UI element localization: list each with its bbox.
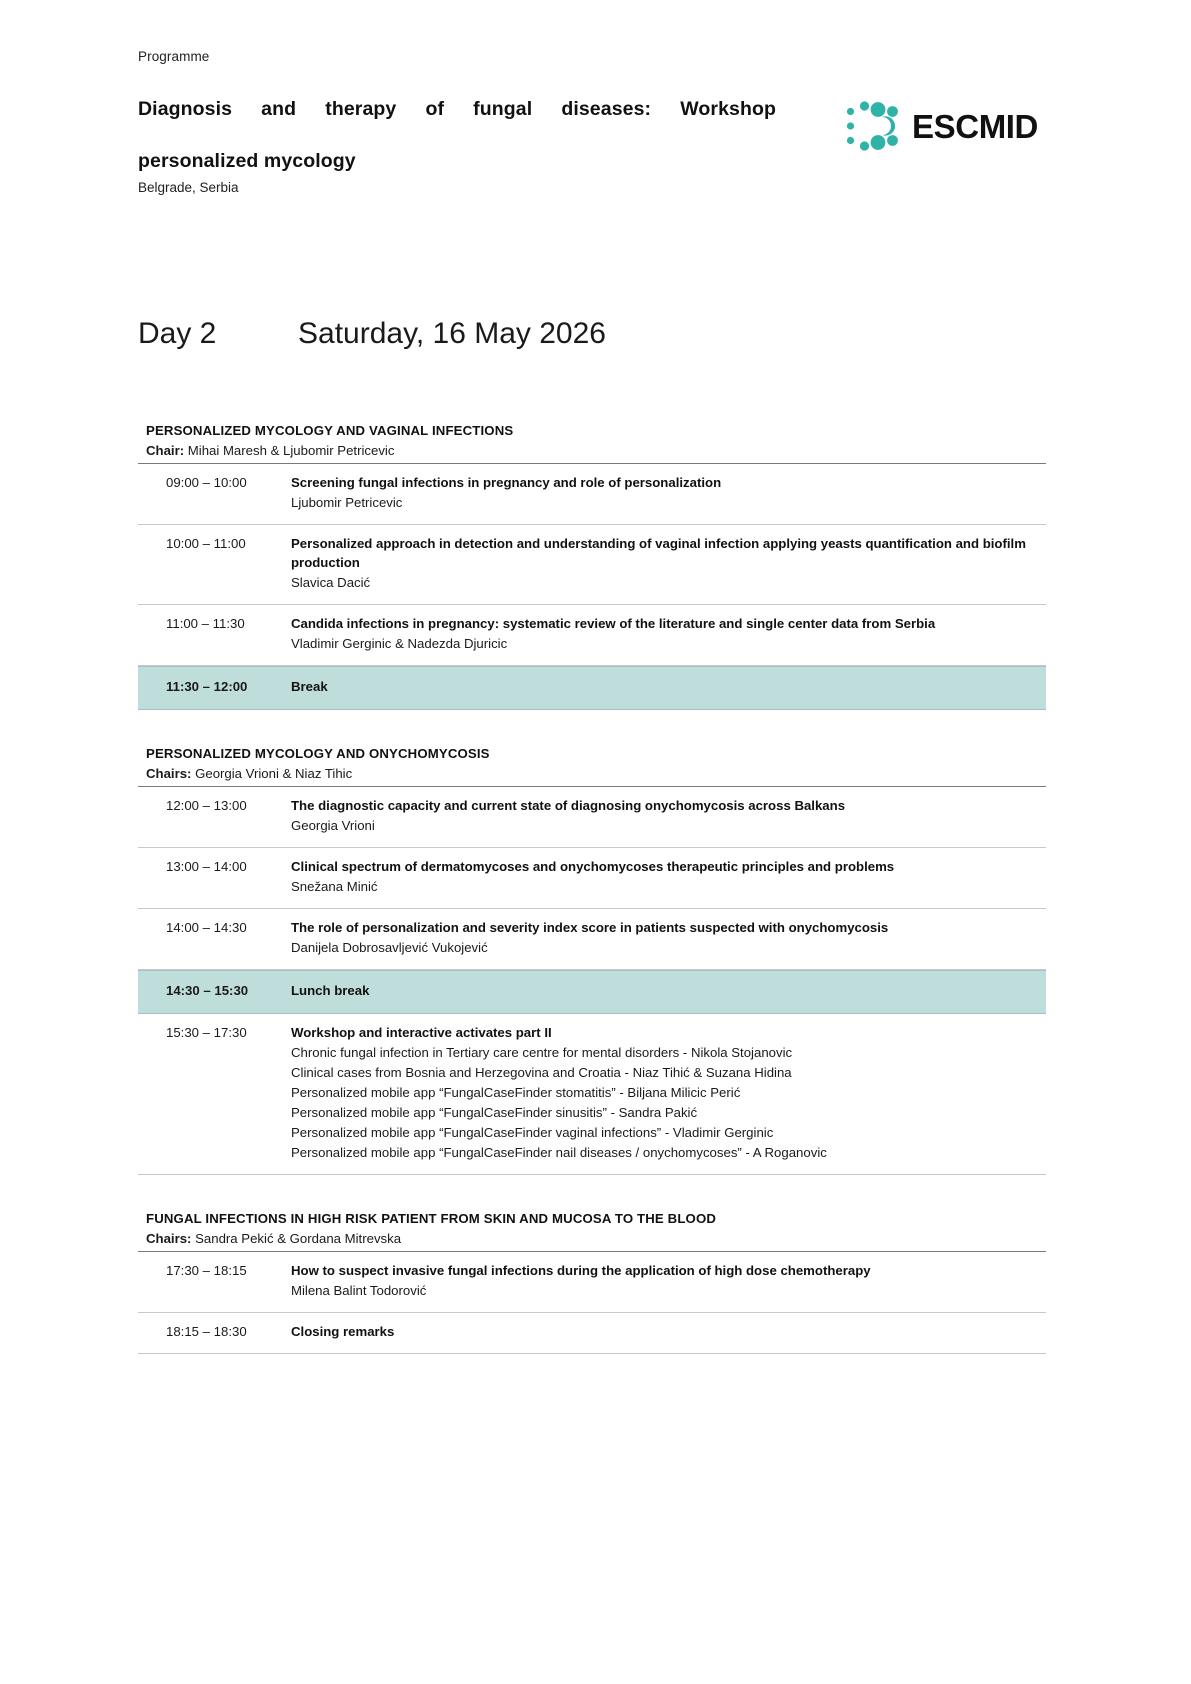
session-row — [138, 605, 1046, 666]
session-chair-label: Chair: — [146, 443, 185, 458]
page-title-line-1: Diagnosis and therapy of fungal diseases: Workshop — [138, 98, 776, 120]
row-time: 12:00 – 13:00 — [166, 798, 247, 813]
row-time: 13:00 – 14:00 — [166, 859, 247, 874]
row-body — [266, 1023, 1046, 1163]
session-row — [138, 909, 1046, 970]
row-body — [266, 534, 1046, 593]
row-speaker: Milena Balint Todorović — [291, 1283, 427, 1298]
session-chair-label: Chairs: — [146, 1231, 192, 1246]
break-row — [138, 970, 1046, 1014]
row-title: The role of personalization and severity index score in patients suspected with onychomycosis — [291, 920, 889, 935]
schedule — [138, 421, 1046, 1354]
row-title: Workshop and interactive activates part II — [291, 1025, 552, 1040]
session-title: FUNGAL INFECTIONS IN HIGH RISK PATIENT FROM SKIN AND MUCOSA TO THE BLOOD — [146, 1211, 717, 1226]
session-chair-names: Mihai Maresh & Ljubomir Petricevic — [184, 443, 395, 458]
session-chair-names: Georgia Vrioni & Niaz Tihic — [191, 766, 353, 781]
session-row — [138, 848, 1046, 909]
row-time: 11:30 – 12:00 — [166, 679, 248, 694]
session-rows — [138, 463, 1046, 710]
row-sublist — [291, 1043, 1042, 1163]
row-body — [266, 981, 1046, 1000]
list-item: Personalized mobile app “FungalCaseFinder sinusitis” - Sandra Pakić — [291, 1105, 698, 1120]
section-gap — [138, 1175, 1046, 1209]
session-row — [138, 1014, 1046, 1175]
day-heading — [138, 315, 1046, 353]
row-title: Personalized approach in detection and understanding of vaginal infection applying yeasts quantification and biofilm production — [291, 536, 1026, 570]
session-header — [138, 744, 1046, 786]
session-row — [138, 787, 1046, 848]
list-item: Clinical cases from Bosnia and Herzegovina and Croatia - Niaz Tihić & Suzana Hidina — [291, 1065, 792, 1080]
row-title: Break — [291, 679, 328, 694]
row-body — [266, 677, 1046, 696]
row-speaker: Snežana Minić — [291, 879, 378, 894]
session-chairs — [146, 1229, 1046, 1249]
page-subtitle: Belgrade, Serbia — [138, 180, 239, 195]
page-title — [138, 96, 776, 174]
row-speaker: Slavica Dacić — [291, 575, 371, 590]
row-time: 14:00 – 14:30 — [166, 920, 247, 935]
row-time: 17:30 – 18:15 — [166, 1263, 247, 1278]
document-kicker: Programme — [138, 49, 210, 64]
row-time: 11:00 – 11:30 — [166, 616, 245, 631]
row-speaker: Ljubomir Petricevic — [291, 495, 403, 510]
list-item: Personalized mobile app “FungalCaseFinder nail diseases / onychomycoses” - A Roganovic — [291, 1145, 827, 1160]
row-body — [266, 473, 1046, 513]
session-header — [138, 421, 1046, 463]
session-row — [138, 525, 1046, 605]
row-speaker: Danijela Dobrosavljević Vukojević — [291, 940, 488, 955]
session-title: PERSONALIZED MYCOLOGY AND VAGINAL INFECTIONS — [146, 423, 514, 438]
session-block — [138, 421, 1046, 710]
row-title: Closing remarks — [291, 1324, 395, 1339]
row-body — [266, 1261, 1046, 1301]
session-rows — [138, 1251, 1046, 1354]
document-header — [138, 96, 1046, 197]
row-body — [266, 918, 1046, 958]
section-gap — [138, 710, 1046, 744]
escmid-wordmark: ESCMID — [912, 107, 1038, 145]
session-title: PERSONALIZED MYCOLOGY AND ONYCHOMYCOSIS — [146, 746, 490, 761]
row-body — [266, 857, 1046, 897]
session-row — [138, 1252, 1046, 1313]
break-row — [138, 666, 1046, 710]
list-item: Personalized mobile app “FungalCaseFinder stomatitis” - Biljana Milicic Perić — [291, 1085, 741, 1100]
day-date: Saturday, 16 May 2026 — [298, 317, 606, 350]
row-speaker: Vladimir Gerginic & Nadezda Djuricic — [291, 636, 508, 651]
session-row — [138, 1313, 1046, 1354]
row-body — [266, 796, 1046, 836]
session-row — [138, 464, 1046, 525]
session-chair-label: Chairs: — [146, 766, 192, 781]
row-time: 14:30 – 15:30 — [166, 983, 249, 998]
row-title: How to suspect invasive fungal infections during the application of high dose chemotherapy — [291, 1263, 871, 1278]
page-title-line-2: personalized mycology — [138, 150, 356, 172]
session-block — [138, 744, 1046, 1175]
session-chair-names: Sandra Pekić & Gordana Mitrevska — [191, 1231, 402, 1246]
row-time: 15:30 – 17:30 — [166, 1025, 247, 1040]
row-title: Lunch break — [291, 983, 370, 998]
row-body — [266, 1322, 1046, 1341]
row-time: 09:00 – 10:00 — [166, 475, 247, 490]
row-title: Clinical spectrum of dermatomycoses and onychomycoses therapeutic principles and problems — [291, 859, 895, 874]
list-item: Chronic fungal infection in Tertiary care centre for mental disorders - Nikola Stojanovic — [291, 1045, 793, 1060]
session-header — [138, 1209, 1046, 1251]
day-label: Day 2 — [138, 317, 217, 350]
row-time: 10:00 – 11:00 — [166, 536, 246, 551]
row-title: The diagnostic capacity and current state of diagnosing onychomycosis across Balkans — [291, 798, 846, 813]
session-chairs — [146, 764, 1046, 784]
session-rows — [138, 786, 1046, 1175]
session-chairs — [146, 441, 1046, 461]
session-block — [138, 1209, 1046, 1354]
row-title: Screening fungal infections in pregnancy and role of personalization — [291, 475, 722, 490]
row-speaker: Georgia Vrioni — [291, 818, 375, 833]
row-body — [266, 614, 1046, 654]
list-item: Personalized mobile app “FungalCaseFinder vaginal infections” - Vladimir Gerginic — [291, 1125, 774, 1140]
title-block — [138, 96, 776, 197]
escmid-logo — [838, 99, 1046, 153]
row-title: Candida infections in pregnancy: systematic review of the literature and single center data from Serbia — [291, 616, 936, 631]
row-time: 18:15 – 18:30 — [166, 1324, 247, 1339]
escmid-logo-icon — [838, 99, 902, 153]
